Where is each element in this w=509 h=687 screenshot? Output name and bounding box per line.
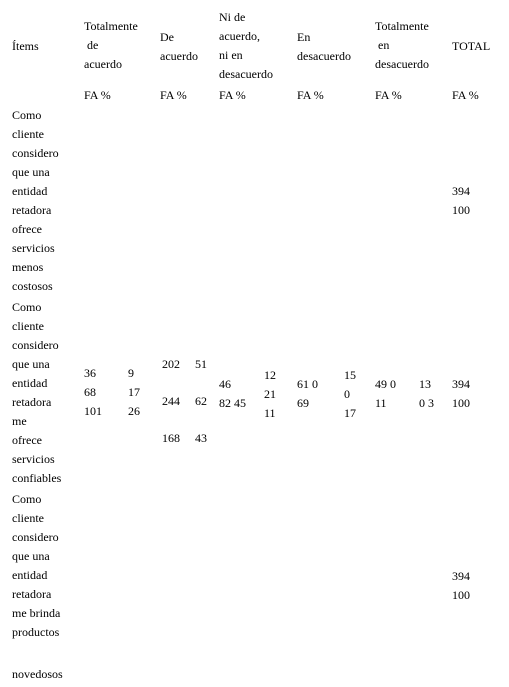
cell-value: 17 [128,385,140,399]
header-items: Ítems [12,39,39,53]
header-line: En [297,30,311,44]
item-line: productos [12,625,60,639]
cell-value: 69 [297,396,309,410]
row-2-ni-pct [264,366,276,423]
item-line: considero [12,530,59,544]
cell-value: 0 3 [419,396,434,410]
total-value: 394 [452,184,470,198]
cell-value: 46 [219,377,231,391]
item-line: retadora [12,203,52,217]
item-line: servicios [12,241,55,255]
item-line: cliente [12,127,44,141]
cell-value: 61 0 [297,377,318,391]
item-line: entidad [12,568,48,582]
cell-value: 101 [84,404,102,418]
cell-value: 9 [128,366,134,380]
total-value: 394 [452,377,470,391]
cell-value: 11 [264,406,276,420]
header-line: desacuerdo [219,67,273,81]
item-line: entidad [12,376,48,390]
header-line: de [84,38,99,52]
total-percent: 100 [452,203,470,217]
cell-value: 12 [264,368,276,382]
item-line: novedosos [12,667,63,681]
item-line: servicios [12,452,55,466]
cell-value: 26 [128,404,140,418]
row-2-desacuerdo-fa [297,375,318,413]
item-line: Como [12,300,42,314]
row-2-desacuerdo-pct [344,366,356,423]
cell-value: 21 [264,387,276,401]
item-line: ofrece [12,433,42,447]
fa-label: FA % [297,88,324,102]
cell-value: 43 [195,431,207,445]
cell-value: 49 0 [375,377,396,391]
header-line: acuerdo, [219,29,260,43]
cell-value: 202 [162,357,180,371]
header-line: acuerdo [84,57,122,71]
header-line: Totalmente [84,19,138,33]
table-row-3-item [12,490,63,684]
table-row-3-total [452,567,470,605]
item-line [12,642,63,665]
fa-label: FA % [452,88,479,102]
cell-value: 0 [344,387,350,401]
table-row-1-item [12,106,59,296]
header-totalmente-en-desacuerdo [375,17,429,74]
row-2-totalmente-acuerdo-fa [84,364,102,421]
row-2-totalmente-acuerdo-pct [128,364,140,421]
row-2-ni-fa [219,375,246,413]
item-line: cliente [12,319,44,333]
item-line: me [12,414,27,428]
cell-value: 82 45 [219,396,246,410]
header-line: acuerdo [160,49,198,63]
cell-value: 51 [195,357,207,371]
item-line: que una [12,165,50,179]
fa-label: FA % [219,88,246,102]
header-line: Totalmente [375,19,429,33]
header-line: desacuerdo [375,57,429,71]
item-line: Como [12,108,42,122]
header-line: ni en [219,48,243,62]
fa-label: FA % [375,88,402,102]
row-2-de-acuerdo-fa [162,346,180,457]
cell-value: 13 [419,377,431,391]
row-2-de-acuerdo-pct [195,346,207,457]
cell-value: 15 [344,368,356,382]
fa-label: FA % [84,88,111,102]
fa-label: FA % [160,88,187,102]
cell-value: 62 [195,394,207,408]
table-row-2-item [12,298,61,488]
header-totalmente-de-acuerdo [84,17,138,74]
item-line: retadora [12,587,52,601]
row-2-totalmente-desacuerdo-fa [375,375,396,413]
header-en-desacuerdo [297,28,351,66]
total-percent: 100 [452,396,470,410]
cell-value: 36 [84,366,96,380]
item-line: que una [12,357,50,371]
item-line: considero [12,338,59,352]
item-line: ofrece [12,222,42,236]
item-line: menos [12,260,44,274]
row-2-totalmente-desacuerdo-pct [419,375,434,413]
header-line: en [375,38,390,52]
item-line: Como [12,492,42,506]
total-percent: 100 [452,588,470,602]
item-line: que una [12,549,50,563]
cell-value: 68 [84,385,96,399]
cell-value: 244 [162,394,180,408]
item-line: cliente [12,511,44,525]
total-value: 394 [452,569,470,583]
cell-value: 17 [344,406,356,420]
header-de-acuerdo [160,28,198,66]
header-line: De [160,30,174,44]
header-line: desacuerdo [297,49,351,63]
table-row-2-total [452,375,470,413]
header-ni-de-acuerdo [219,8,273,84]
item-line: entidad [12,184,48,198]
cell-value: 11 [375,396,387,410]
header-line: Ni de [219,10,246,24]
item-line: retadora [12,395,52,409]
table-row-1-total [452,182,470,220]
item-line: considero [12,146,59,160]
header-total: TOTAL [452,39,491,53]
cell-value: 168 [162,431,180,445]
item-line: me brinda [12,606,61,620]
item-line: costosos [12,279,53,293]
item-line: confiables [12,471,62,485]
